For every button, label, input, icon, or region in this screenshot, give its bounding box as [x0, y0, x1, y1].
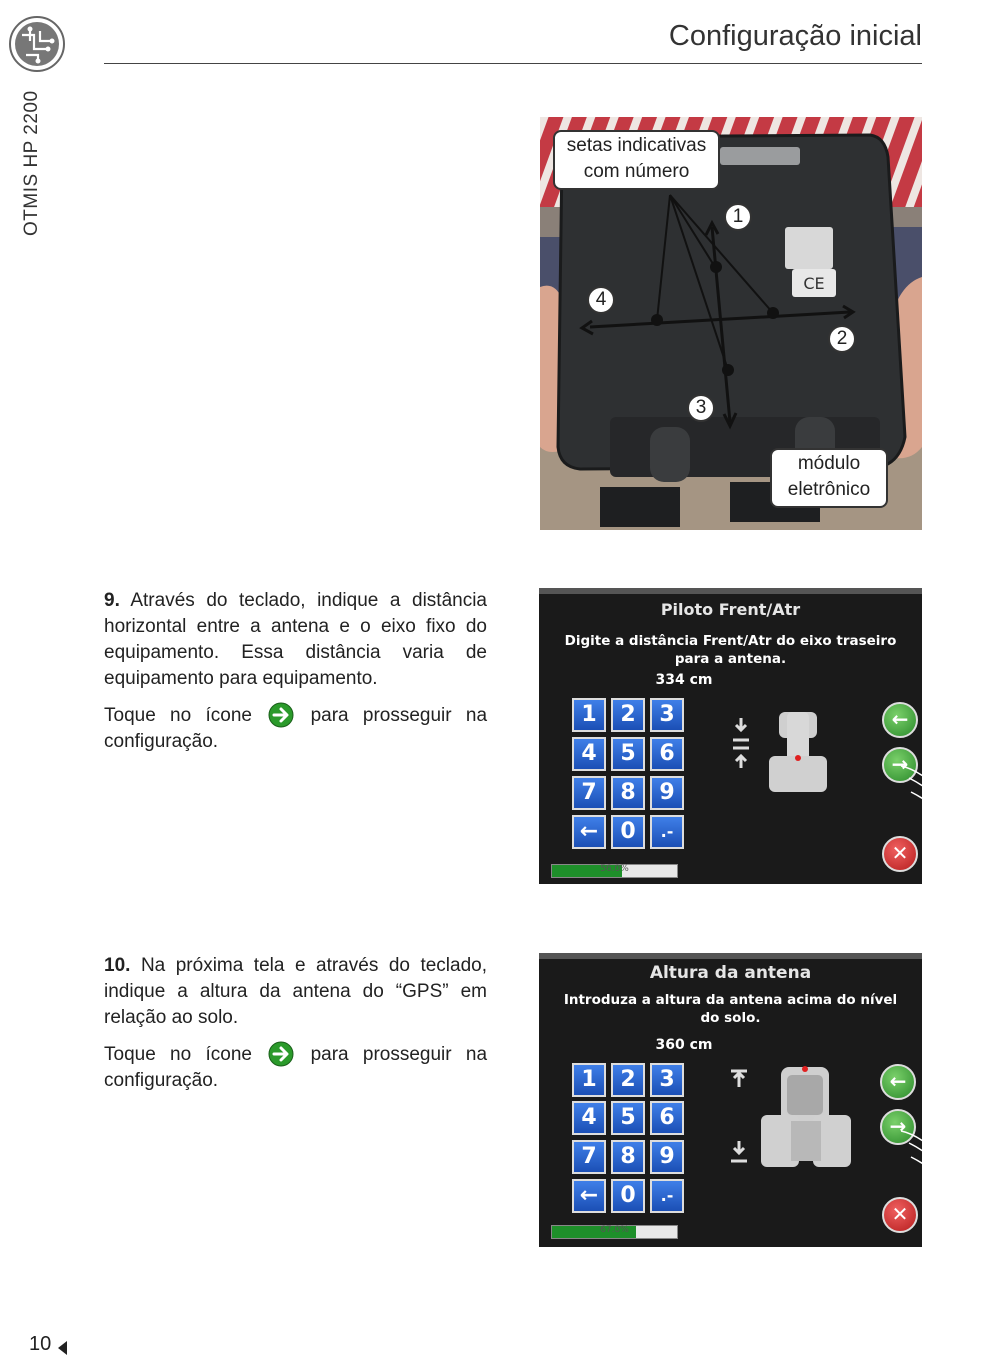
- step9-touch-after: para prosseguir na configuração.: [104, 705, 488, 752]
- arrow-right-icon: →: [889, 1114, 907, 1138]
- key-9[interactable]: 9: [650, 1140, 684, 1174]
- key-5[interactable]: 5: [611, 737, 645, 771]
- key-0[interactable]: 0: [611, 1179, 645, 1213]
- tractor-rear-view-icon: [727, 1063, 862, 1173]
- step9-text: Através do teclado, indique a distância horizontal entre a antena e o eixo fixo do equipamento. Essa distância varia de equipamento para equipamento.: [104, 590, 487, 689]
- pointing-hand-icon: [901, 1123, 922, 1213]
- step9-paragraph: [104, 588, 487, 692]
- key-3[interactable]: 3: [650, 698, 684, 732]
- screen-description: Introduza a altura da antena acima do nível do solo.: [563, 992, 898, 1026]
- key-backspace[interactable]: ←: [572, 815, 606, 849]
- key-4[interactable]: 4: [572, 737, 606, 771]
- progress-label: 56.0%: [600, 864, 629, 874]
- close-icon: ✕: [891, 841, 909, 865]
- step10-number: 10.: [104, 955, 131, 976]
- screen-description: Digite a distância Frent/Atr do eixo traseiro para a antena.: [564, 633, 897, 667]
- key-9[interactable]: 9: [650, 776, 684, 810]
- back-button[interactable]: [882, 702, 918, 738]
- step10-touch-before: Toque no ícone: [104, 1044, 252, 1065]
- screen-title: Altura da antena: [649, 963, 812, 983]
- step10-text: Na próxima tela e através do teclado, indique a altura da antena do “GPS” em relação ao solo.: [104, 955, 488, 1028]
- svg-text:CE: CE: [803, 274, 825, 293]
- arrow-right-icon: →: [891, 752, 909, 776]
- step10-touch-paragraph: [104, 1041, 487, 1094]
- step9-number: 9.: [104, 590, 120, 611]
- screen-title: Piloto Frent/Atr: [660, 600, 801, 619]
- key-backspace[interactable]: ←: [572, 1179, 606, 1213]
- callout-module: módulo eletrônico: [770, 448, 888, 508]
- progress-bar: [551, 864, 678, 878]
- screen-value: 360 cm: [655, 1037, 713, 1053]
- step9-touch-before: Toque no ícone: [104, 705, 252, 726]
- product-name: OTMIS HP 2200: [21, 90, 42, 236]
- close-icon: ✕: [891, 1202, 909, 1226]
- pointing-hand-icon: [901, 758, 922, 848]
- progress-bar: [551, 1225, 678, 1239]
- key-1[interactable]: 1: [572, 698, 606, 732]
- key-2[interactable]: 2: [611, 698, 645, 732]
- key-6[interactable]: 6: [650, 737, 684, 771]
- key-4[interactable]: 4: [572, 1101, 606, 1135]
- marker-1: 1: [724, 203, 752, 231]
- arrow-left-icon: ←: [891, 707, 909, 731]
- screen-bevel: [539, 588, 922, 594]
- key-7[interactable]: 7: [572, 1140, 606, 1174]
- page-number: 10: [29, 1333, 52, 1355]
- key-decimal-sign[interactable]: .-: [650, 815, 684, 849]
- key-decimal-sign[interactable]: .-: [650, 1179, 684, 1213]
- back-button[interactable]: [880, 1064, 916, 1100]
- key-2[interactable]: 2: [611, 1063, 645, 1097]
- marker-4: 4: [587, 286, 615, 314]
- progress-label: 67.0%: [600, 1225, 629, 1235]
- page-arrow-icon: [56, 1340, 68, 1356]
- key-1[interactable]: 1: [572, 1063, 606, 1097]
- callout-arrows: setas indicativas com número: [553, 130, 720, 190]
- next-arrow-icon: [268, 702, 294, 728]
- key-0[interactable]: 0: [611, 815, 645, 849]
- next-arrow-icon: [268, 1041, 294, 1067]
- key-3[interactable]: 3: [650, 1063, 684, 1097]
- key-8[interactable]: 8: [611, 776, 645, 810]
- key-8[interactable]: 8: [611, 1140, 645, 1174]
- screen-bevel: [539, 953, 922, 959]
- key-6[interactable]: 6: [650, 1101, 684, 1135]
- screen-antenna-height: [539, 953, 922, 1247]
- arrow-left-icon: ←: [889, 1069, 907, 1093]
- step10-paragraph: [104, 953, 487, 1031]
- header-divider: [104, 63, 922, 64]
- step10-touch-after: para prosseguir na configuração.: [104, 1044, 488, 1091]
- page-title: Configuração inicial: [668, 20, 922, 52]
- tractor-top-view-icon: [729, 708, 839, 798]
- marker-3: 3: [687, 394, 715, 422]
- screen-front-rear: [539, 588, 922, 884]
- marker-2: 2: [828, 325, 856, 353]
- screen-value: 334 cm: [655, 672, 713, 688]
- key-5[interactable]: 5: [611, 1101, 645, 1135]
- step9-touch-paragraph: [104, 702, 487, 755]
- module-photo: [540, 117, 922, 530]
- key-7[interactable]: 7: [572, 776, 606, 810]
